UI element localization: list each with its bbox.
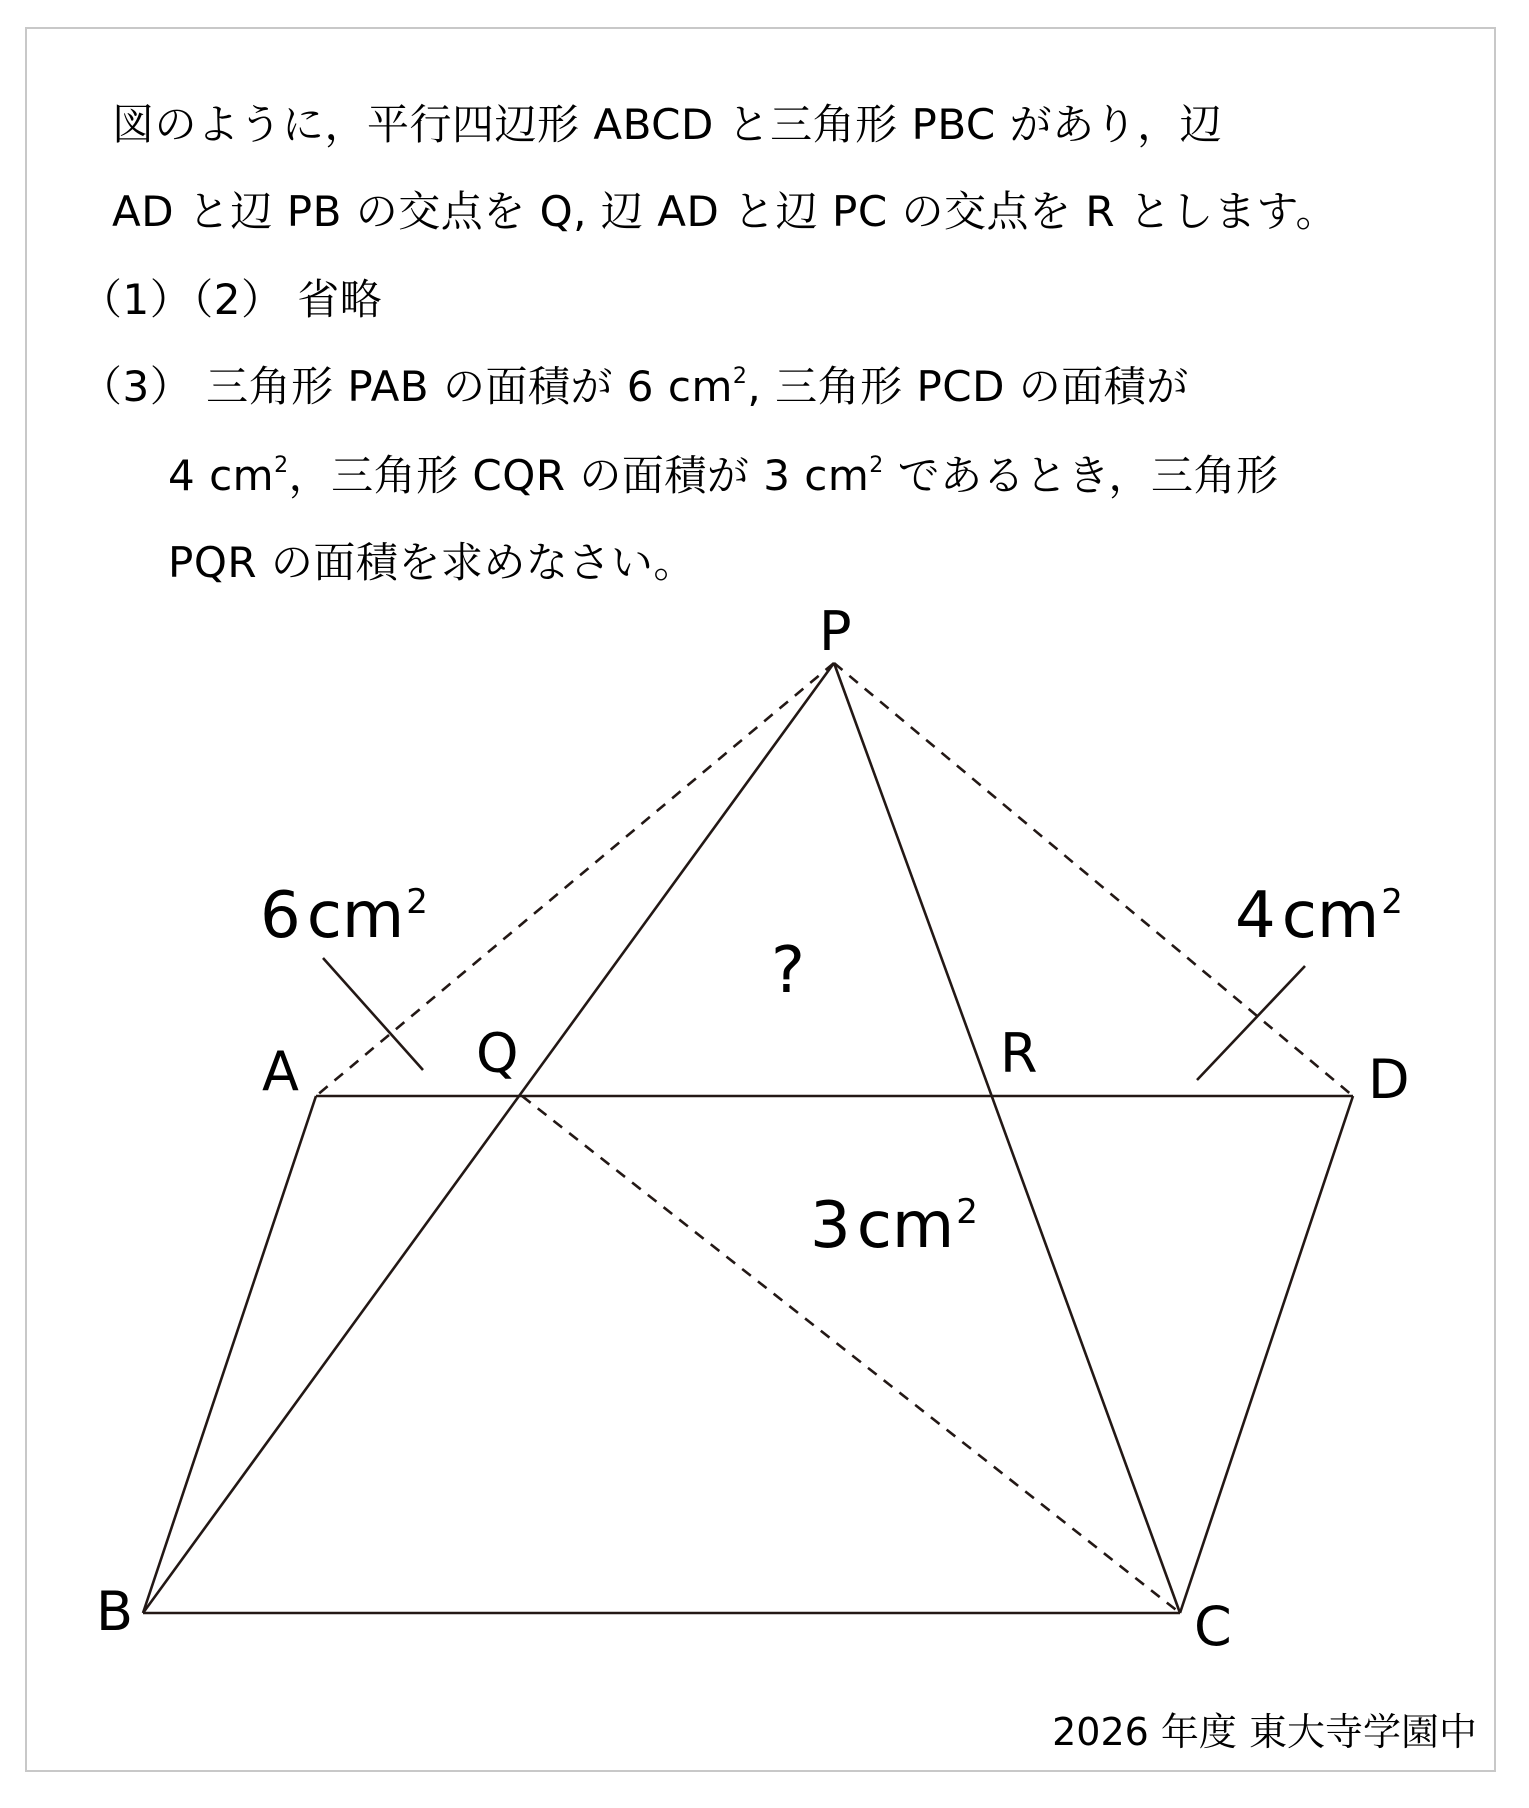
area-unit: cm <box>306 879 405 953</box>
solid-segments <box>143 663 1353 1613</box>
area-value: ? <box>771 934 805 1008</box>
leader-lines <box>323 958 1305 1080</box>
vertex-label-a: A <box>262 1040 299 1103</box>
problem-line-5: 4 $cm^2$，三角形 CQR の面積が 3 $cm^2$ であるとき，三角形 <box>168 451 1279 500</box>
area-label-cqr <box>810 1189 978 1263</box>
area-label-pqr <box>771 934 805 1008</box>
area-label-pab <box>260 879 428 953</box>
area-unit: cm <box>856 1189 955 1263</box>
segment-ab <box>143 1096 316 1613</box>
dashed-segments <box>316 663 1353 1613</box>
segment-pb <box>143 663 834 1613</box>
source-footer: 2026 年度 東大寺学園中 <box>1052 1710 1477 1754</box>
area-value: 6 <box>260 879 301 953</box>
vertex-label-c: C <box>1194 1595 1232 1658</box>
area-labels <box>260 879 1403 1263</box>
vertex-label-p: P <box>819 600 852 663</box>
area-value: 3 <box>810 1189 851 1263</box>
area-label-pcd <box>1235 879 1403 953</box>
problem-line-2: AD と辺 PB の交点を Q, 辺 AD と辺 PC の交点を R とします。 <box>112 187 1339 236</box>
problem-line-6: PQR の面積を求めなさい。 <box>168 538 696 587</box>
leader-pcd <box>1197 966 1305 1080</box>
problem-line-1: 図のように，平行四辺形 ABCD と三角形 PBC があり，辺 <box>112 100 1223 149</box>
leader-pab <box>323 958 423 1070</box>
vertex-label-r: R <box>1000 1022 1038 1085</box>
vertex-label-d: D <box>1368 1048 1410 1111</box>
segment-dc <box>1180 1096 1353 1613</box>
area-exponent: 2 <box>1381 882 1403 922</box>
area-exponent: 2 <box>406 882 428 922</box>
area-unit: cm <box>1281 879 1380 953</box>
segment-qc-dashed <box>522 1096 1180 1613</box>
vertex-label-b: B <box>96 1580 134 1643</box>
vertex-label-q: Q <box>476 1022 519 1085</box>
area-value: 4 <box>1235 879 1276 953</box>
segment-pc <box>834 663 1180 1613</box>
problem-line-4: （3） 三角形 PAB の面積が 6 $cm^2$, 三角形 PCD の面積が <box>80 362 1189 411</box>
area-exponent: 2 <box>956 1192 978 1232</box>
problem-line-3: （1）（2） 省略 <box>80 275 383 324</box>
vertex-labels <box>96 600 1410 1658</box>
